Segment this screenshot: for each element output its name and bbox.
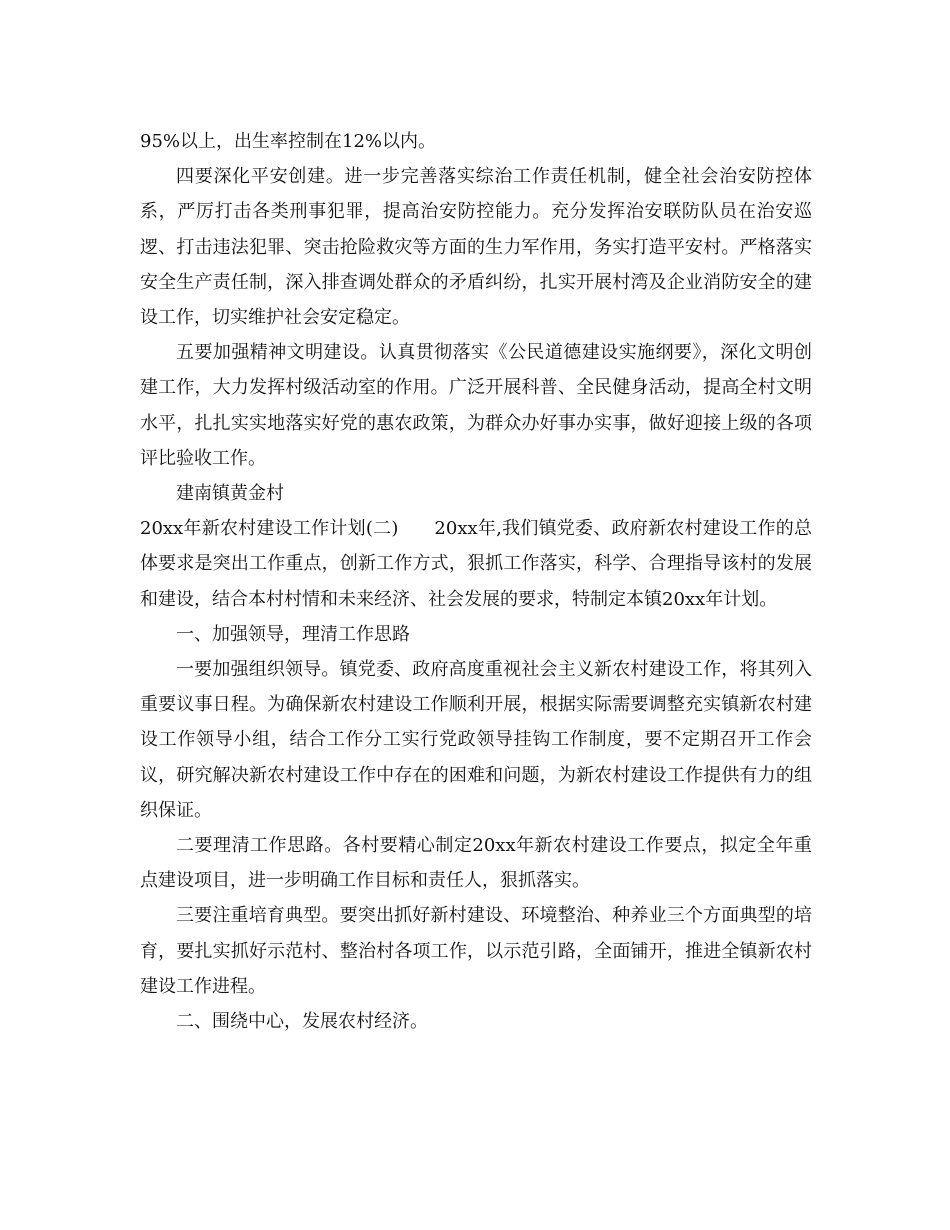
paragraph-models: 三要注重培育典型。要突出抓好新村建设、环境整治、种养业三个方面典型的培育，要扎实抓好示范村、整治村各项工作，以示范引路，全面铺开，推进全镇新农村建设工作进程。 [140, 905, 812, 997]
section-heading-leadership: 一、加强领导，理清工作思路 [176, 623, 410, 645]
paragraph-signature: 建南镇黄金村 [176, 483, 284, 505]
section-heading-economy: 二、围绕中心，发展农村经济。 [176, 1011, 428, 1033]
paragraph-organization: 一要加强组织领导。镇党委、政府高度重视社会主义新农村建设工作，将其列入重要议事日程。为确保新农村建设工作顺利开展，根据实际需要调整充实镇新农村建设工作领导小组，结合工作分工实行党政领导挂钩工作制度，要不定期召开工作会议，研究解决新农村建设工作中存在的困难和问题，为新农村建设工作提供有力的组织保证。 [140, 659, 812, 821]
plan-title: 20xx年新农村建设工作计划(二) [140, 518, 399, 540]
paragraph-work-ideas: 二要理清工作思路。各村要精心制定20xx年新农村建设工作要点，拟定全年重点建设项目，进一步明确工作目标和责任人，狠抓落实。 [140, 835, 812, 892]
paragraph-civilization: 五要加强精神文明建设。认真贯彻落实《公民道德建设实施纲要》，深化文明创建工作，大力发挥村级活动室的作用。广泛开展科普、全民健身活动，提高全村文明水平，扎扎实实地落实好党的惠农政策，为群众办好事办实事，做好迎接上级的各项评比验收工作。 [140, 342, 812, 469]
paragraph-safety: 四要深化平安创建。进一步完善落实综治工作责任机制，健全社会治安防控体系，严厉打击各类刑事犯罪，提高治安防控能力。充分发挥治安联防队员在治安巡逻、打击违法犯罪、突击抢险救灾等方面的生力军作用，务实打造平安村。严格落实安全生产责任制，深入排查调处群众的矛盾纠纷，扎实开展村湾及企业消防安全的建设工作，切实维护社会安定稳定。 [140, 166, 812, 329]
paragraph-plan-intro [140, 511, 812, 617]
document-body [140, 124, 812, 1039]
paragraph-birth-rate: 95%以上，出生率控制在12%以内。 [140, 131, 437, 152]
plan-intro-body: 20xx年,我们镇党委、政府新农村建设工作的总体要求是突出工作重点，创新工作方式，狠抓工作落实，科学、合理指导该村的发展和建设，结合本村村情和未来经济、社会发展的要求，特制定本镇20xx年计划。 [140, 518, 812, 610]
